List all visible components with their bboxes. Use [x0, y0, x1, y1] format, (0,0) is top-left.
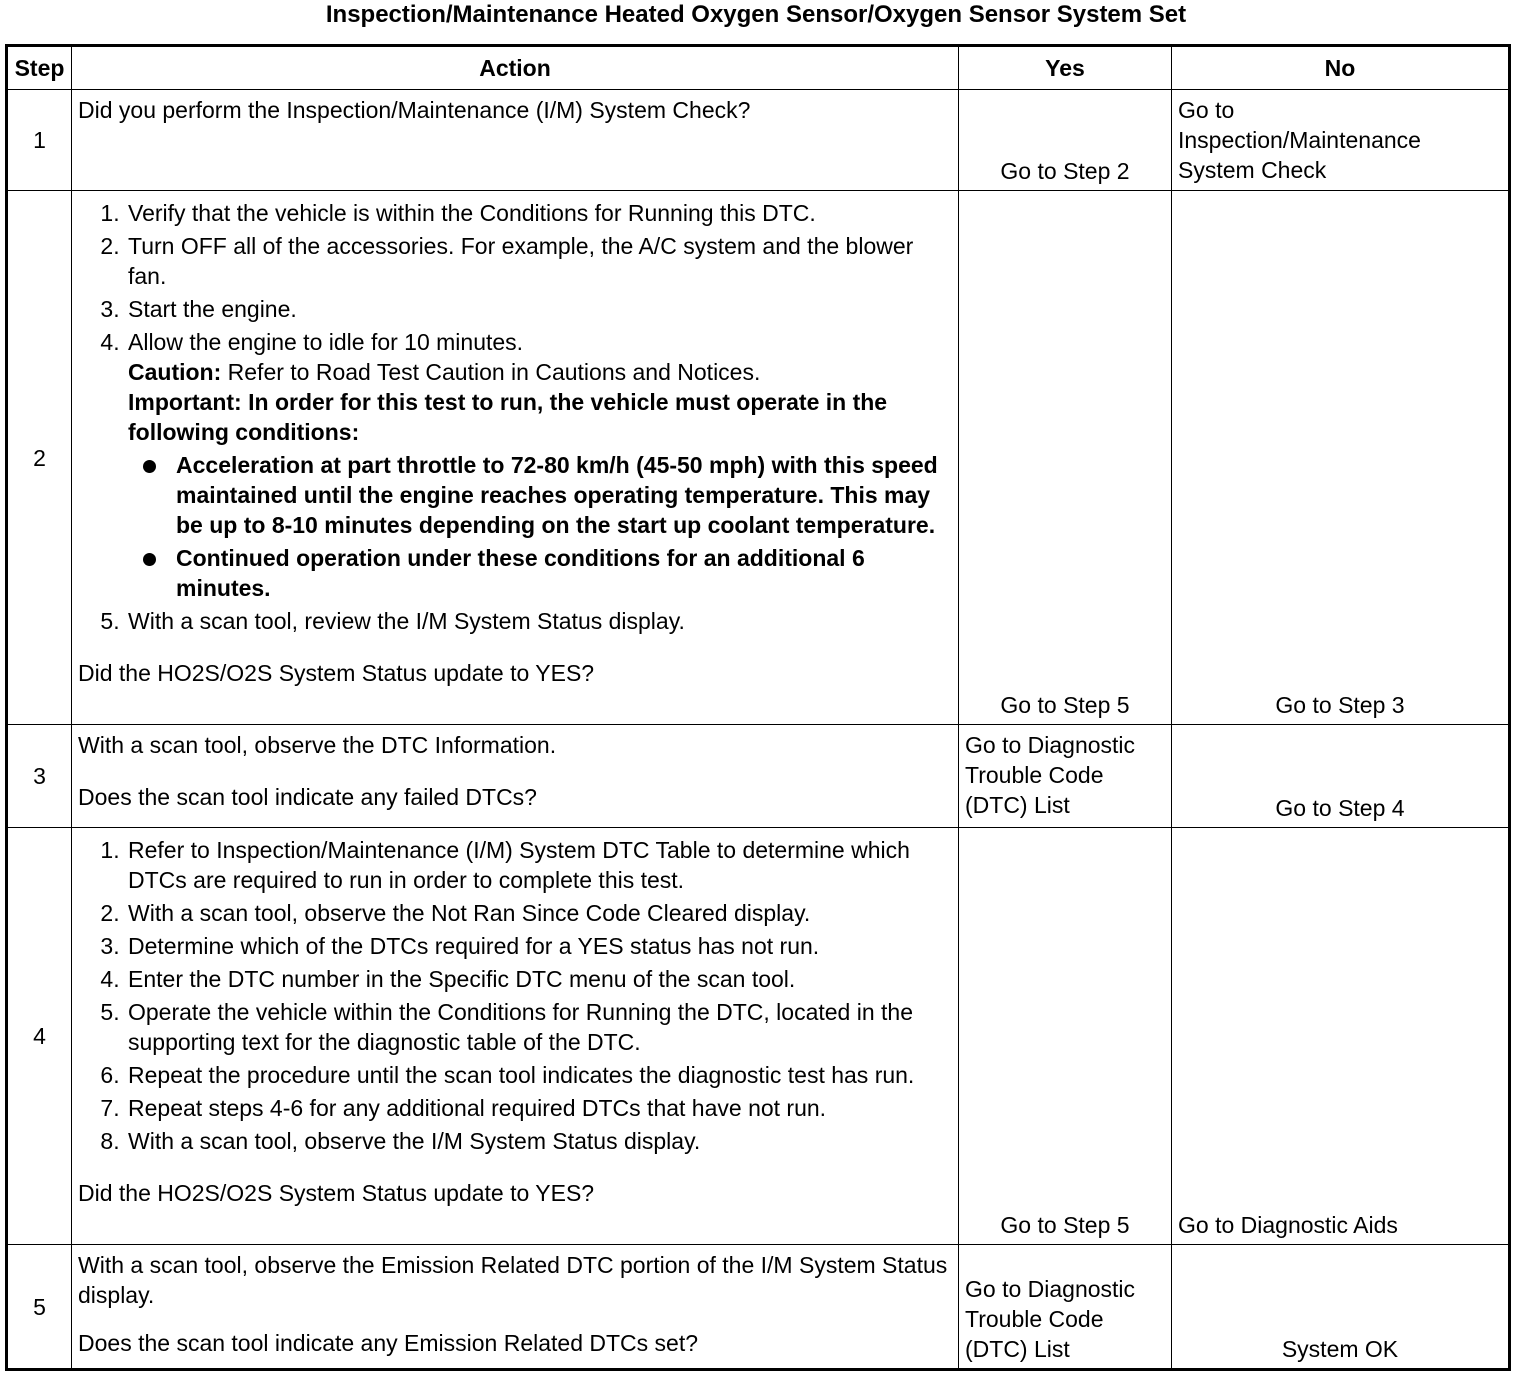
important-note — [128, 387, 952, 447]
diagnostic-table — [5, 44, 1511, 1371]
table-row-step-5 — [7, 1245, 1510, 1370]
caution-label: Caution: — [128, 359, 222, 385]
step-number: 5 — [7, 1245, 72, 1370]
table-row-step-1 — [7, 90, 1510, 191]
caution-text: Refer to Road Test Caution in Cautions and Notices. — [221, 359, 761, 385]
yes-cell — [959, 191, 1172, 725]
caution-note — [128, 357, 952, 387]
list-item: 3. Start the engine. — [126, 294, 952, 324]
step-number: 3 — [7, 725, 72, 828]
question-text: Did the HO2S/O2S System Status update to YES? — [78, 660, 595, 686]
important-label: Important: — [128, 389, 242, 415]
table-row-step-3 — [7, 725, 1510, 828]
no-cell — [1172, 725, 1510, 828]
header-yes: Yes — [959, 46, 1172, 90]
yes-link[interactable]: Go to Step 2 — [1000, 158, 1130, 184]
header-row — [7, 46, 1510, 90]
bullet-item: Continued operation under these conditions for an additional 6 minutes. — [176, 543, 952, 603]
no-link[interactable]: System OK — [1281, 1336, 1399, 1362]
procedure-list — [78, 835, 952, 1156]
question-text: Did you perform the Inspection/Maintenance (I/M) System Check? — [78, 97, 751, 123]
no-link[interactable]: Go to Inspection/Maintenance System Check — [1178, 97, 1421, 183]
action-text: With a scan tool, observe the DTC Information. — [78, 732, 557, 758]
list-item: 5. Operate the vehicle within the Conditions for Running the DTC, located in the supporting text for the diagnostic table of the DTC. — [126, 997, 952, 1057]
yes-cell — [959, 725, 1172, 828]
list-item-text: 4. Allow the engine to idle for 10 minutes. — [128, 329, 524, 355]
list-item: 2. Turn OFF all of the accessories. For example, the A/C system and the blower fan. — [126, 231, 952, 291]
no-cell — [1172, 1245, 1510, 1370]
yes-link[interactable]: Go to Diagnostic Trouble Code (DTC) List — [965, 1276, 1136, 1362]
list-item: 1. Verify that the vehicle is within the Conditions for Running this DTC. — [126, 198, 952, 228]
list-item: 4. Enter the DTC number in the Specific DTC menu of the scan tool. — [126, 964, 952, 994]
bullet-item: Acceleration at part throttle to 72-80 km/h (45-50 mph) with this speed maintained until the engine reaches operating temperature. This may be up to 8-10 minutes depending on the start up coolant temperature. — [176, 450, 952, 540]
yes-cell — [959, 1245, 1172, 1370]
table-row-step-2 — [7, 191, 1510, 725]
no-link[interactable]: Go to Diagnostic Aids — [1178, 1212, 1398, 1238]
action-cell — [72, 725, 959, 828]
list-item: 6. Repeat the procedure until the scan tool indicates the diagnostic test has run. — [126, 1060, 952, 1090]
question-text: Does the scan tool indicate any Emission Related DTCs set? — [78, 1330, 699, 1356]
question-text: Does the scan tool indicate any failed DTCs? — [78, 784, 537, 810]
header-step: Step — [7, 46, 72, 90]
no-link[interactable]: Go to Step 4 — [1275, 795, 1405, 821]
yes-link[interactable]: Go to Step 5 — [1000, 1212, 1130, 1238]
step-number: 4 — [7, 828, 72, 1245]
list-item: 1. Refer to Inspection/Maintenance (I/M) System DTC Table to determine which DTCs are required to run in order to complete this test. — [126, 835, 952, 895]
list-item: 5. With a scan tool, review the I/M System Status display. — [126, 606, 952, 636]
no-cell — [1172, 828, 1510, 1245]
list-item: 8. With a scan tool, observe the I/M System Status display. — [126, 1126, 952, 1156]
question-text: Did the HO2S/O2S System Status update to YES? — [78, 1180, 595, 1206]
conditions-list — [128, 450, 952, 603]
yes-link[interactable]: Go to Step 5 — [1000, 692, 1130, 718]
list-item: 2. With a scan tool, observe the Not Ran Since Code Cleared display. — [126, 898, 952, 928]
action-cell — [72, 191, 959, 725]
important-text: In order for this test to run, the vehicle must operate in the following conditions: — [128, 389, 888, 445]
action-cell — [72, 90, 959, 191]
no-cell — [1172, 90, 1510, 191]
page-title: Inspection/Maintenance Heated Oxygen Sensor/Oxygen Sensor System Set — [325, 1, 1187, 28]
table-row-step-4 — [7, 828, 1510, 1245]
step-number: 1 — [7, 90, 72, 191]
step-number: 2 — [7, 191, 72, 725]
list-item: 3. Determine which of the DTCs required for a YES status has not run. — [126, 931, 952, 961]
no-link[interactable]: Go to Step 3 — [1275, 692, 1405, 718]
action-cell — [72, 828, 959, 1245]
yes-link[interactable]: Go to Diagnostic Trouble Code (DTC) List — [965, 732, 1136, 818]
header-no: No — [1172, 46, 1510, 90]
header-action: Action — [72, 46, 959, 90]
list-item: 7. Repeat steps 4-6 for any additional required DTCs that have not run. — [126, 1093, 952, 1123]
list-item — [126, 327, 952, 603]
yes-cell — [959, 90, 1172, 191]
no-cell — [1172, 191, 1510, 725]
action-cell — [72, 1245, 959, 1370]
yes-cell — [959, 828, 1172, 1245]
action-text: With a scan tool, observe the Emission Related DTC portion of the I/M System Status display. — [78, 1252, 948, 1308]
procedure-list — [78, 198, 952, 636]
